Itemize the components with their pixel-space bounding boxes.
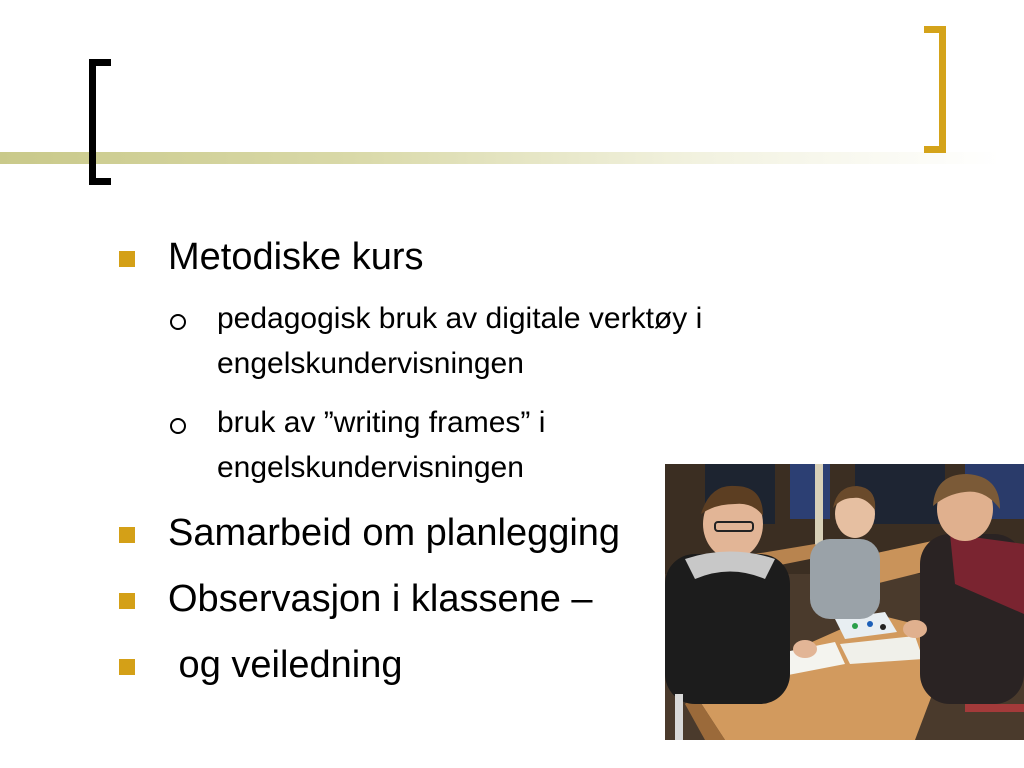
bullet-item: Metodiske kurs [168,236,424,278]
sub-bullet-item: bruk av ”writing frames” i engelskundervisningen [217,406,546,484]
left-bracket-icon [89,59,111,185]
right-bracket-icon [924,26,946,153]
circle-bullet-icon [170,314,186,330]
classroom-photo-illustration [665,464,1024,740]
title-accent-line [0,152,1000,164]
bullet-item: og veiledning [168,644,403,686]
square-bullet-icon [119,659,135,675]
square-bullet-icon [119,593,135,609]
sub-bullet-item: pedagogisk bruk av digitale verktøy i engelskundervisningen [217,302,703,380]
bullet-item: Samarbeid om planlegging [168,512,621,554]
bullet-item: Observasjon i klassene – [168,578,593,620]
square-bullet-icon [119,527,135,543]
square-bullet-icon [119,251,135,267]
classroom-photo [665,464,1024,740]
circle-bullet-icon [170,418,186,434]
